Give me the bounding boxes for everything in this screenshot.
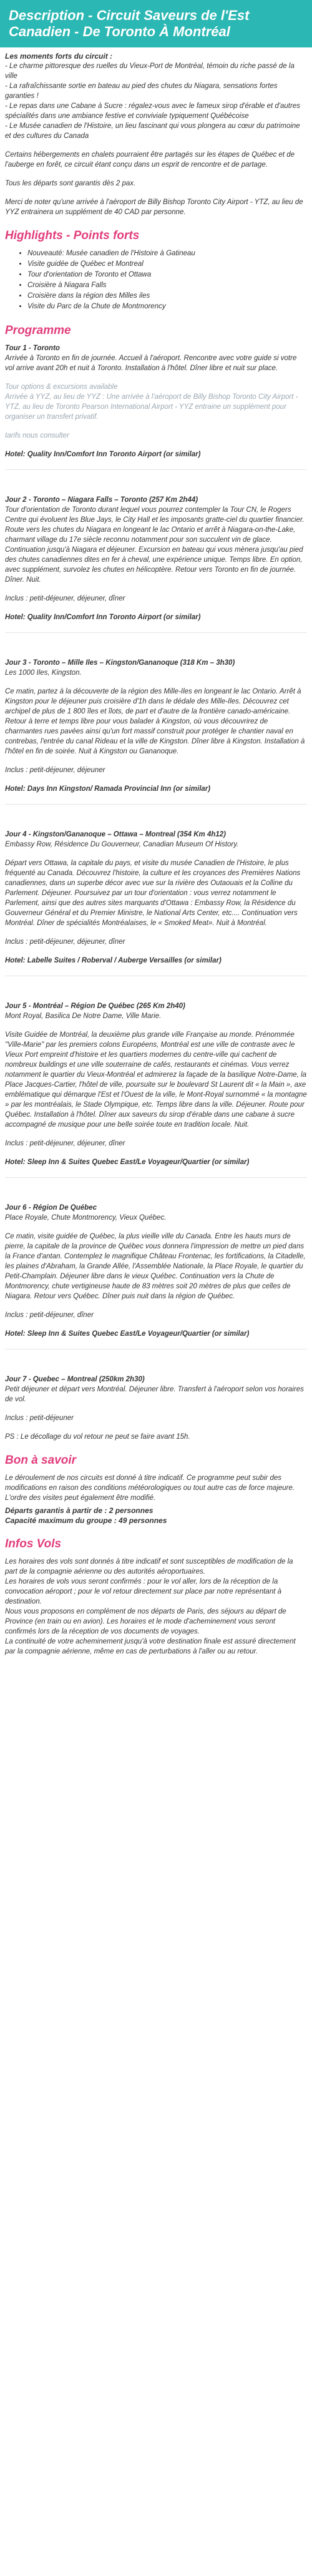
intro-point: - La rafraîchissante sortie en bateau au pied des chutes du Niagara, sensations fortes garanties !: [5, 82, 278, 100]
departures-info: Départs garantis à partir de : 2 personnes: [5, 1506, 154, 1515]
day-3: [5, 658, 307, 794]
day-hotel: Hotel: Quality Inn/Comfort Inn Toronto Airport (or similar): [5, 614, 201, 621]
day-extra-note: PS : Le décollage du vol retour ne peut se faire avant 15h.: [5, 1433, 190, 1441]
day-title: Jour 5 - Montréal – Région De Québec (265 Km 2h40): [5, 1002, 185, 1010]
infos-vols-text: Les horaires de vols vous seront confirmés : pour le vol aller, lors de la réception de la convocation aéroport ; pour le vol retour directement sur place par notre représentant à destination.: [5, 1578, 281, 1605]
day-inclus: Inclus : petit-déjeuner, déjeuner, dîner: [5, 595, 125, 602]
day-hotel: Hotel: Sleep Inn & Suites Quebec East/Le Voyageur/Quartier (or similar): [5, 1158, 250, 1166]
day-paragraph: Départ vers Ottawa, la capitale du pays, et visite du musée Canadien de l'Histoire, le plus fréquenté au Canada. Découvrez l'histoire, la culture et les croyances des Premières Nations canadiennes, dans un superbe décor avec vue sur la rivière des Outaouais et la Colline du Parlement. Déjeuner. Poursuivez par un tour d'orientation : vous verrez notamment le Parlement, ainsi que des autres sites marquants d'Ottawa : Embassy Row, la Résidence du Gouverneur Général et du Premier Ministre, le National Arts Center, etc.... Continuation vers Montréal. Dîner de spécialités Montréalaises, le « Smoked Meat». Nuit à Montréal.: [5, 859, 301, 927]
content: [0, 51, 312, 1657]
day-title: Jour 7 - Quebec – Montreal (250km 2h30): [5, 1376, 145, 1383]
divider: [5, 1177, 307, 1178]
intro-point: - Le Musée canadien de l'Histoire, un lieu fascinant qui vous plongera au cœur du patrimoine et des cultures du Canada: [5, 122, 300, 140]
infos-vols-text: Nous vous proposons en complément de nos départs de Paris, des séjours au départ de Province (en train ou en avion). Les horaires et le mode d'acheminement vous seront confirmés lors de la réception de vos documents de voyages.: [5, 1608, 286, 1635]
highlight-item: • Visite guidée de Québec et Montreal: [27, 259, 307, 270]
day-subtitle: Embassy Row, Résidence Du Gouverneur, Canadian Museum Of History.: [5, 841, 239, 848]
day-subtitle: Mont Royal, Basilica De Notre Dame, Ville Marie.: [5, 1012, 162, 1020]
day-inclus: Inclus : petit-déjeuner: [5, 1414, 74, 1422]
programme-heading: Programme: [5, 324, 71, 337]
day-hotel: Hotel: Quality Inn/Comfort Inn Toronto Airport (or similar): [5, 451, 201, 458]
infos-vols-text: Les horaires des vols sont donnés à titre indicatif et sont susceptibles de modification de la part de la compagnie aérienne ou des autorités aéroportuaires.: [5, 1558, 293, 1575]
bon-voyage-text: Le déroulement de nos circuits est donné à titre indicatif. Ce programme peut subir des modifications en raison des conditions météorologiques ou tout autre cas de force majeure. L'ordre des visites peut également être modifié.: [5, 1474, 295, 1502]
divider: [5, 632, 307, 633]
capacity-info: Capacité maximum du groupe : 49 personnes: [5, 1516, 167, 1525]
day-options-label: Tour options & excursions available: [5, 383, 118, 391]
highlight-item: • Croisière dans la région des Milles iles: [27, 291, 307, 301]
day-1: [5, 343, 307, 459]
page-title: Description - Circuit Saveurs de l'Est Canadien - De Toronto À Montréal: [0, 0, 312, 47]
day-paragraph: Ce matin, visite guidée de Québec, la plus vieille ville du Canada. Entre les hauts murs de pierre, la capitale de la province de Québec vous donnera l'impression de mettre un pied dans la France d'antan. Contemplez le magnifique Château Frontenac, les fortifications, la Citadelle, les plaines d'Abraham, la Grande Allée, l'Assemblée Nationale, la Place Royale, le quartier du Petit-Champlain. Déjeuner libre dans le vieux Québec. Continuation vers la Chute de Montmorency, chute vertigineuse haute de 83 mètres soit 20 mètres de plus que celles de Niagara. Retour vers Québec. Dîner puis nuit dans la région de Québec.: [5, 1233, 306, 1300]
day-options-text: Arrivée à YYZ, au lieu de YYZ : Une arrivée à l'aéroport de Billy Bishop Toronto City Airport - YTZ, au lieu de Toronto Pearson International Airport - YYZ entraine un supplément pour organiser un transfert privatif.: [5, 393, 298, 421]
intro-note: Tous les départs sont garantis dès 2 pax.: [5, 180, 136, 187]
day-title: Jour 3 - Toronto – Mille Iles – Kingston/Gananoque (318 Km – 3h30): [5, 659, 235, 667]
day-title: Tour 1 - Toronto: [5, 345, 60, 352]
infos-vols-text: La continuité de votre acheminement jusqu'à votre destination finale est assuré directement par la compagnie aérienne, même en cas de perturbations à l'aller ou au retour.: [5, 1638, 296, 1655]
highlight-item: • Nouveauté: Musée canadien de l'Histoire à Gatineau: [27, 248, 307, 259]
day-title: Jour 2 - Toronto – Niagara Falls – Toronto (257 Km 2h44): [5, 496, 198, 504]
highlights-heading: Highlights - Points forts: [5, 229, 140, 242]
day-subtitle: Place Royale, Chute Montmorency, Vieux Québec.: [5, 1214, 167, 1222]
intro-note: Certains hébergements en chalets pourraient être partagés sur les étapes de Québec et de l'auberge en forêt, ce circuit étant conçu dans un esprit de rencontre et de partage.: [5, 151, 295, 169]
intro-point: - Le repas dans une Cabane à Sucre : régalez-vous avec le fameux sirop d'érable et d'autres spécialités dans une ambiance festive et conviviale typiquement Québécoise: [5, 102, 300, 120]
day-inclus: Inclus : petit-déjeuner, déjeuner, dîner: [5, 1140, 125, 1147]
bon-voyage-heading: Bon à savoir: [5, 1454, 77, 1467]
day-2: [5, 495, 307, 622]
day-paragraph: Tour d'orientation de Toronto durant lequel vous pourrez contempler la Tour CN, le Rogers Centre qui évoluent les Blue Jays, le City Hall et les imposants gratte-ciel du quartier financier. Route vers les chutes du Niagara en longeant le lac Ontario et arrêt à Niagara-on-the-Lake, charmant village du 17e siècle reconnu notamment pour son succulent vin de glace. Continuation jusqu'à Niagara et déjeuner. Excursion en bateau qui vous mènera jusqu'au pied des chutes canadiennes dites en fer à cheval, une expérience unique. Temps libre. En option, avec supplément, survolez les chutes en hélicoptère. Retour vers Toronto en fin de journée. Dîner. Nuit.: [5, 506, 305, 584]
intro-note: Merci de noter qu'une arrivée à l'aéroport de Billy Bishop Toronto City Airport - YTZ, au lieu de YYZ entrainera un supplément de 40 CAD par personne.: [5, 198, 303, 216]
highlight-item: • Croisière à Niagara Falls: [27, 280, 307, 291]
day-5: [5, 1001, 307, 1167]
day-paragraph: Arrivée à Toronto en fin de journée. Accueil à l'aéroport. Rencontre avec votre guide si votre vol arrive avant 20h et nuit à Toronto. Installation à l'hôtel. Dîner libre et nuit sur place.: [5, 355, 297, 372]
day-hotel: Hotel: Sleep Inn & Suites Quebec East/Le Voyageur/Quartier (or similar): [5, 1330, 250, 1338]
divider: [5, 804, 307, 805]
highlight-item: • Tour d'orientation de Toronto et Ottawa: [27, 270, 307, 280]
divider: [5, 469, 307, 470]
day-paragraph: Petit déjeuner et départ vers Montréal. Déjeuner libre. Transfert à l'aéroport selon vos horaires de vol.: [5, 1386, 304, 1403]
intro-heading: Les moments forts du circuit :: [5, 52, 113, 61]
intro-point: - Le charme pittoresque des ruelles du Vieux-Port de Montréal, témoin du riche passé de la ville: [5, 62, 295, 80]
day-4: [5, 830, 307, 966]
highlight-item: • Visite du Parc de la Chute de Montmorency: [27, 301, 307, 312]
day-options-link[interactable]: tarifs nous consulter: [5, 432, 69, 439]
day-subtitle: Les 1000 Iles, Kingston.: [5, 669, 82, 677]
day-paragraph: Ce matin, partez à la découverte de la région des Mille-Iles en longeant le lac Ontario. Arrêt à Kingston pour le déjeuner puis croisière d'1h dans le dédale des Mille-Iles. Découvrez cet archipel de plus de 1 800 îles et îlots, de part et d'autre de la frontière canado-américaine. Retour à terre et temps libre pour vous balader à Kingston, où vous découvrirez de charmantes rues pavées ainsi qu'un fort massif construit pour protéger le chantier naval en contrebas, l'entrée du canal Rideau et la ville de Kingston. Dîner libre à Kingston. Installation à l'hôtel en fin de soirée. Nuit à Kingston ou Gananoque.: [5, 688, 305, 755]
day-inclus: Inclus : petit-déjeuner, déjeuner: [5, 766, 105, 774]
day-inclus: Inclus : petit-déjeuner, dîner: [5, 1311, 94, 1319]
day-title: Jour 4 - Kingston/Gananoque – Ottawa – Montreal (354 Km 4h12): [5, 831, 227, 838]
day-6: [5, 1203, 307, 1339]
intro-section: [5, 51, 307, 217]
day-paragraph: Visite Guidée de Montréal, la deuxième plus grande ville Française au monde. Prénommée "Ville-Marie" par les premiers colons Européens, Montréal est une ville de contraste avec le Vieux Port empreint d'histoire et les quartiers modernes du centre-ville qui cachent de nombreux buildings et une ville souterraine de cafés, restaurants et cinémas. Vous verrez notamment le quartier du Vieux-Montréal et admirerez la façade de la basilique Notre-Dame, la Place Jacques-Cartier, l'hôtel de ville, poursuite sur le boulevard St Laurent dit « la Main », axe emblématique qui démarque l'Est et l'Ouest de la ville, le Mont-Royal surnommé « la montagne » par les montréalais, le Stade Olympique, etc. Temps libre dans la ville. Déjeuner. Route pour Québec. Installation à l'hôtel. Dîner aux saveurs du sirop d'érable dans une cabane à sucre accompagné de musique pour une belle soirée toute en tradition locale. Nuit.: [5, 1031, 307, 1129]
day-hotel: Hotel: Days Inn Kingston/ Ramada Provincial Inn (or similar): [5, 785, 211, 793]
day-title: Jour 6 - Région De Québec: [5, 1204, 97, 1212]
infos-vols-heading: Infos Vols: [5, 1537, 62, 1550]
day-inclus: Inclus : petit-déjeuner, déjeuner, dîner: [5, 938, 125, 946]
day-hotel: Hotel: Labelle Suites / Roberval / Auberge Versailles (or similar): [5, 957, 222, 964]
day-7: [5, 1374, 307, 1442]
highlights-list: [5, 248, 307, 312]
